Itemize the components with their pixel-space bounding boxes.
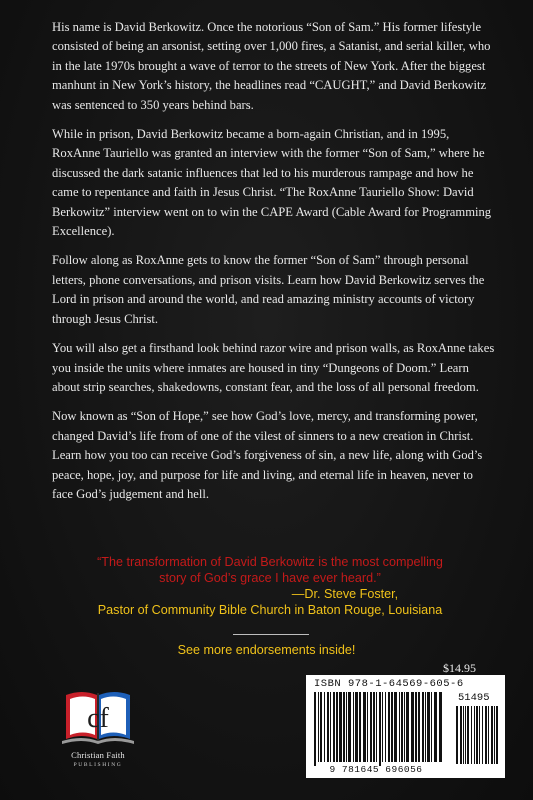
price-label: $14.95 <box>443 661 476 675</box>
publisher-name: Christian Faith <box>71 750 125 760</box>
blurb-paragraph-1: His name is David Berkowitz. Once the notorious “Son of Sam.” His former lifestyle consisted of being an arsonist, setting over 1,000 fires, a Satanist, and serial killer, who in the late 1970s brought a wave of terror to the streets of New York. After the biggest manhunt in New York’s history, the headlines read “CAUGHT,” and David Berkowitz was sentenced to 350 years behind bars. <box>52 20 491 112</box>
publisher-logo <box>48 683 148 783</box>
endorsement <box>30 554 510 618</box>
see-more-endorsements: See more endorsements inside! <box>177 643 356 657</box>
isbn-text: ISBN 978-1-64569-605-6 <box>314 678 464 690</box>
ean-digits: 9 781645 696056 <box>329 764 423 775</box>
publisher-subtitle: PUBLISHING <box>73 762 123 768</box>
blurb-paragraph-5: Now known as “Son of Hope,” see how God’s love, mercy, and transforming power, changed David’s life from of one of the vilest of sinners to a new creation in Christ. Learn how you too can receive God’s forgiveness of sin, a new life, along with God’s peace, hope, joy, and purpose for life and living, and eternal life in heaven, never to face God’s judgement and hell. <box>52 409 483 501</box>
book-logo-icon <box>48 683 148 749</box>
blurb-paragraph-4: You will also get a firsthand look behind razor wire and prison walls, as RoxAnne takes you inside the units where inmates are housed in tiny “Dungeons of Doom.” Learn about strip searches, shakedowns, constant fear, and the loss of all personal freedom. <box>52 341 495 394</box>
endorsement-author: —Dr. Steve Foster, <box>291 587 399 601</box>
divider-line <box>233 634 309 635</box>
blurb-paragraph-2: While in prison, David Berkowitz became a born-again Christian, and in 1995, RoxAnne Tauriello was granted an interview with the former “Son of Sam,” where he discussed the dark satanic influences that led to his murderous rampage and how he came to repentance and faith in Jesus Christ. “The RoxAnne Tauriello Show: David Berkowitz” interview went on to win the CAPE Award (Cable Award for Programming Excellence). <box>52 127 492 239</box>
svg-text:cf: cf <box>87 703 109 734</box>
endorsement-quote-line-1: “The transformation of David Berkowitz is the most compelling <box>97 555 443 569</box>
blurb-text <box>52 18 496 514</box>
endorsement-quote-line-2: story of God’s grace I have ever heard.” <box>159 571 381 585</box>
endorsement-affiliation: Pastor of Community Bible Church in Baton Rouge, Louisiana <box>97 603 443 617</box>
blurb-paragraph-3: Follow along as RoxAnne gets to know the former “Son of Sam” through personal letters, phone conversations, and prison visits. Learn how David Berkowitz serves the Lord in prison and around the world, and read amazing ministry accounts of victory through Jesus Christ. <box>52 253 485 326</box>
isbn-barcode <box>306 675 505 778</box>
barcode-bars-icon <box>306 675 505 778</box>
price-code-text: 51495 <box>458 692 490 704</box>
